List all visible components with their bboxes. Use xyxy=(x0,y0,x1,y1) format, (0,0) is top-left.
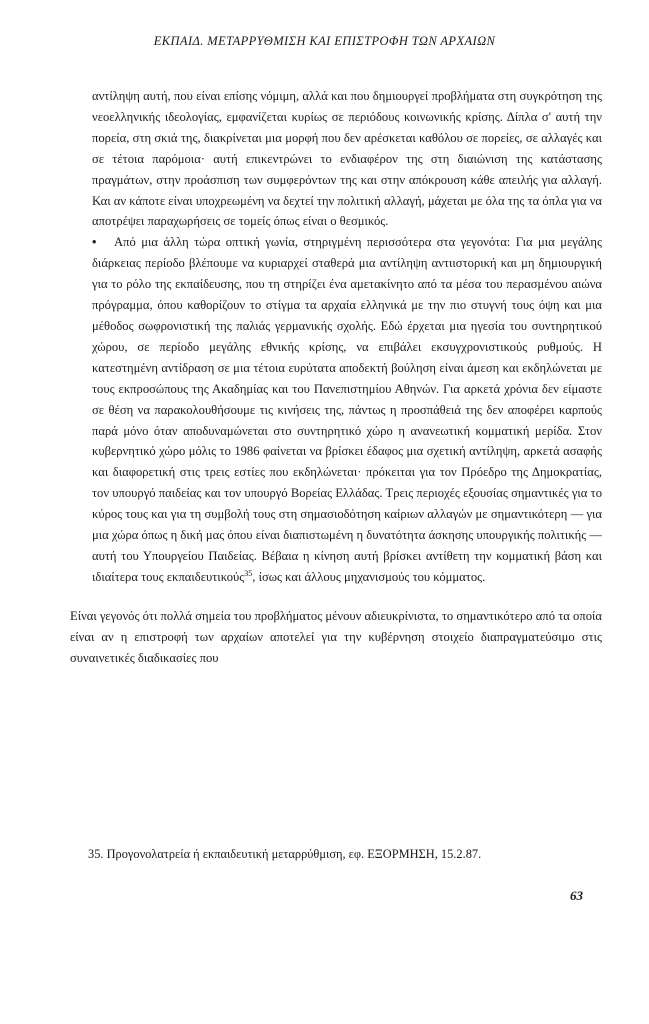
running-header: ΕΚΠΑΙΔ. ΜΕΤΑΡΡΥΘΜΙΣΗ ΚΑΙ ΕΠΙΣΤΡΟΦΗ ΤΩΝ ΑΡΧΑΙΩΝ xyxy=(153,34,496,48)
bullet-icon: • xyxy=(92,235,97,250)
page-number: 63 xyxy=(570,888,583,903)
paragraph-2-text: Από μια άλλη τώρα οπτική γωνία, στηριγμένη περισσότερα στα γεγονότα: Για μια μεγάλης διάρκειας περίοδο βλέπουμε να κυριαρχεί σταθερά μια αντίληψη αντιιστορική και μη δημιουργική για το ρόλο της εκπαίδευσης, που τη στηρίζει ένα αμετακίνητο από τα μέσα του περασμένου αιώνα πρόγραμμα, όπου καθορίζουν το στίγμα τα αρχαία ελληνικά με την πιο στυγνή τους όψη και μια μέθοδος σωφρονιστική της παλιάς γερμανικής σχολής. Εδώ έρχεται μια ηγεσία του συντηρητικού χώρου, σε περίοδο μεγάλης εθνικής κρίσης, να επιβάλει εκσυγχρονιστικούς ρυθμούς. Η κατεστημένη αντίδραση σε μια τέτοια ευρύτατα αποδεκτή βούληση είναι άμεση και εκδηλώνεται με τους εκπροσώπους της Ακαδημίας και του Πανεπιστημίου Αθηνών. Για αρκετά χρόνια δεν είμαστε σε θέση να παρακολουθήσουμε τις κινήσεις της, πάντως η προσπάθειά της δεν αποφέρει καρπούς παρά μόνο όταν αποδυναμώνεται στο συντηρητικό χώρο η ανανεωτική κομματική μερίδα. Στον κυβερνητικό χώρο μόλις το 1986 φαίνεται να βρίσκει έδαφος μια σχετική αντίληψη, αρκετά ασαφής και διαφορετική στις τρεις εστίες που εκδηλώνεται· πρόκειται για τον Πρόεδρο της Δημοκρατίας, τον υπουργό παιδείας και τον υπουργό Βορείας Ελλάδας. Τρεις περιοχές εξουσίας σημαντικές για το κύρος τους και για τη συμβολή τους στη σημασιοδότηση καίριων αλλαγών με σημαντικότερη — για μια χώρα όπως η δική μας όπου είναι διαπιστωμένη η δυνατότητα άσκησης υπουργικής πολιτικής — αυτή του Υπουργείου Παιδείας. Βέβαια η κίνηση αυτή βρίσκει αντίθετη την κομματική βάση και ιδιαίτερα τους εκπαιδευτικούς xyxy=(92,235,602,584)
paragraph-2-text-end: , ίσως και άλλους μηχανισμούς του κόμματος. xyxy=(252,569,486,584)
footnote: 35. Προγονολατρεία ή εκπαιδευτική μεταρρύθμιση, εφ. ΕΞΟΡΜΗΣΗ, 15.2.87. xyxy=(88,847,482,861)
paragraph-3: Είναι γεγονός ότι πολλά σημεία του προβλήματος μένουν αδιευκρίνιστα, το σημαντικότερο από τα οποία είναι αν η επιστροφή των αρχαίων αποτελεί για την κυβέρνηση στοιχείο διαπραγματεύσιμο στις συναινετικές διαδικασίες που xyxy=(70,608,602,665)
body-text xyxy=(70,86,602,668)
footnote-reference[interactable]: 35 xyxy=(244,568,253,578)
paragraph-gap xyxy=(92,588,602,606)
paragraph-2 xyxy=(92,232,602,587)
paragraph-1: αντίληψη αυτή, που είναι επίσης νόμιμη, αλλά και που δημιουργεί προβλήματα στη συγκρότηση της νεοελληνικής ιδεολογίας, εμφανίζεται κυρίως σε περιόδους κοινωνικής κρίσης. Δίπλα σ' αυτή την πορεία, στη σκιά της, διακρίνεται μια μορφή που δεν αρέσκεται καθόλου σε πορείες, σε αλλαγές και σε τέτοια παρόμοια· αυτή επικεντρώνει το ενδιαφέρον της στη διαιώνιση της κατάστασης πραγμάτων, στην προάσπιση των συμφερόντων της και στην απόκρουση κάθε απειλής για αλλαγή. Και αν κάποτε είναι υποχρεωμένη να δεχτεί την πολιτική αλλαγή, μάχεται με όλα της τα όπλα για να αποτρέψει παραχωρήσεις σε τομείς όπως είναι ο θεσμικός. xyxy=(92,89,602,229)
